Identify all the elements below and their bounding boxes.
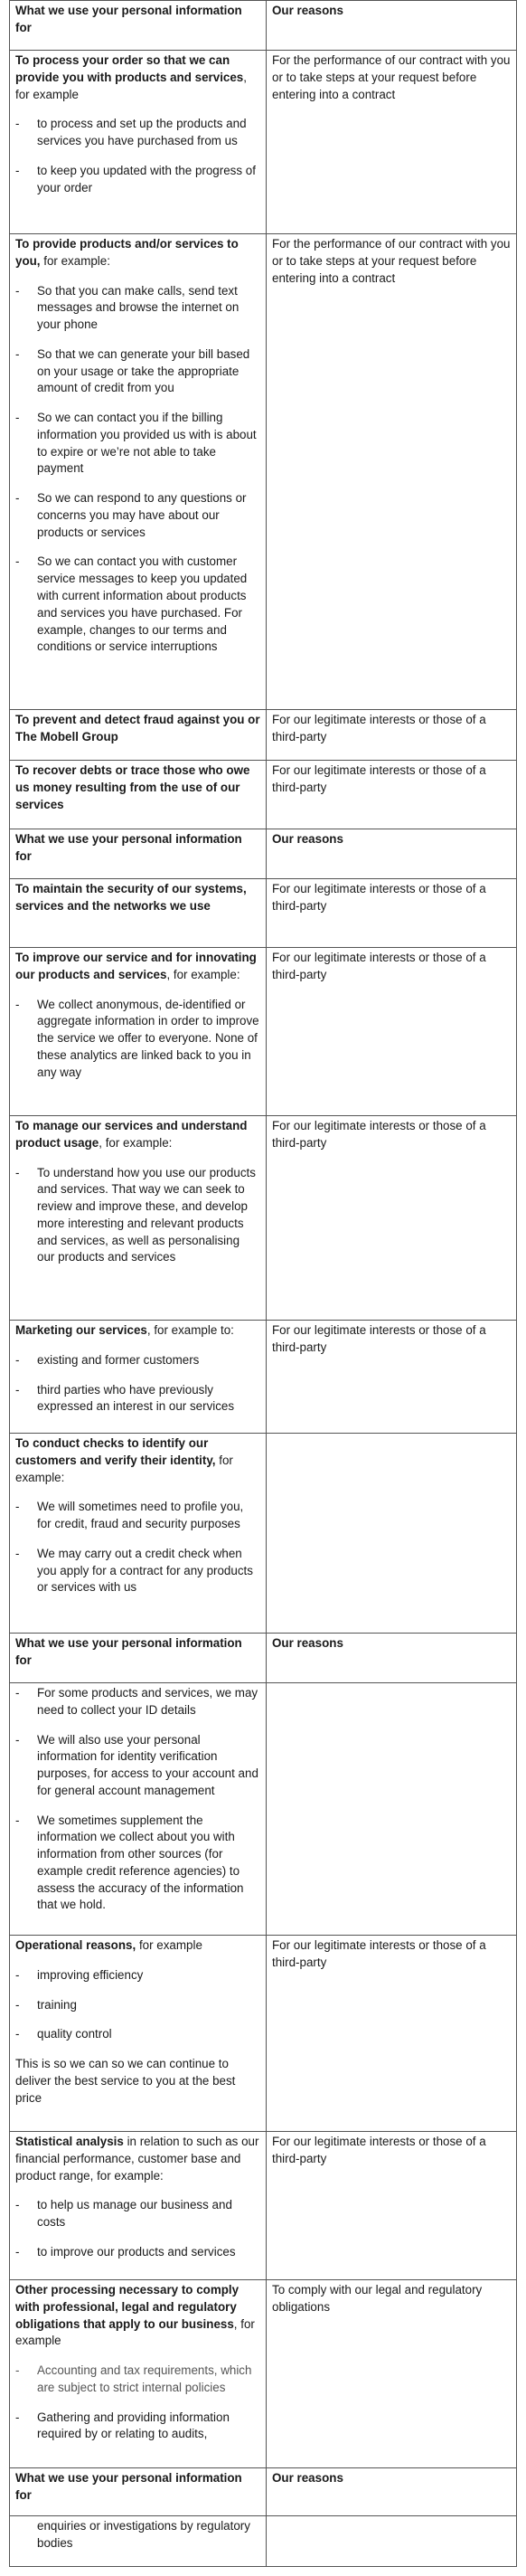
purpose-list <box>15 1352 260 1416</box>
list-item-text: We sometimes supplement the information we collect about you with information from other sources (for example credit reference agencies) to assess the accuracy of the information that we hold. <box>37 1813 244 1912</box>
list-item: - training <box>15 1997 77 2012</box>
reason-cell <box>267 948 516 1115</box>
header-label-purpose: What we use your personal information for <box>15 4 242 34</box>
table-row <box>9 1682 517 1936</box>
list-item-continuation: enquiries or investigations by regulatory bodies <box>37 2519 250 2550</box>
purpose-text <box>15 2134 260 2184</box>
reason-cell <box>267 2132 516 2279</box>
table-row <box>9 233 517 710</box>
purpose-suffix: in relation to such as our financial performance, customer base and product range, for example: <box>15 2135 259 2183</box>
purpose-cell <box>10 2516 267 2566</box>
list-item: - So that we can generate your bill based on your usage or take the appropriate amount of credit from you <box>15 346 250 395</box>
purpose-text <box>15 2282 260 2350</box>
list-item-text: quality control <box>37 2027 112 2041</box>
header-cell-purpose <box>10 1 267 50</box>
list-item: - We may carry out a credit check when you apply for a contract for any products or services with us <box>15 1546 253 1595</box>
purpose-text <box>15 881 260 915</box>
table-row <box>9 709 517 761</box>
purpose-cell <box>10 1116 267 1320</box>
reason-cell <box>267 51 516 233</box>
list-item: - third parties who have previously expressed an interest in our services <box>15 1382 235 1414</box>
table-row <box>9 1320 517 1434</box>
purpose-list <box>15 116 260 196</box>
table-header-row <box>9 829 517 879</box>
purpose-text <box>15 762 260 813</box>
table-row <box>9 1115 517 1321</box>
list-item-text: Gathering and providing information required by or relating to audits, <box>37 2410 230 2441</box>
list-item: - quality control <box>15 2027 112 2041</box>
purpose-list <box>15 283 260 657</box>
header-label-purpose: What we use your personal information for <box>15 832 242 863</box>
table-header-row <box>9 2467 517 2516</box>
purpose-text <box>15 1435 260 1486</box>
reason-cell <box>267 2280 516 2467</box>
purpose-cell <box>10 948 267 1115</box>
reason-text: For our legitimate interests or those of a third-party <box>272 882 486 913</box>
purpose-cell <box>10 1936 267 2131</box>
table-row <box>9 50 517 234</box>
purpose-heading: To provide products and/or services to you, <box>15 237 239 268</box>
purpose-text <box>15 1322 260 1340</box>
header-cell-reasons <box>267 1 516 50</box>
purpose-cell <box>10 1434 267 1633</box>
purpose-text <box>15 712 260 746</box>
list-item-text: To understand how you use our products and services. That way we can seek to review and improve these, and develop more interesting and relevant products and services, as well as personalising our products and services <box>37 1165 256 1264</box>
list-item: - existing and former customers <box>15 1352 200 1367</box>
purpose-text <box>15 1118 260 1152</box>
header-cell-reasons <box>267 829 516 878</box>
purpose-list <box>15 2363 260 2443</box>
list-item-text: So that we can generate your bill based on your usage or take the appropriate amount of credit from you <box>37 346 250 395</box>
list-item: - So we can contact you with customer service messages to keep you updated with current information about products and services you have purchased. For example, changes to our terms and conditions or service interruptions <box>15 554 248 654</box>
reason-text: To comply with our legal and regulatory obligations <box>272 2283 483 2314</box>
list-item-text: existing and former customers <box>37 1352 200 1367</box>
purpose-list <box>15 1499 260 1596</box>
purpose-cell <box>10 710 267 760</box>
table-header-row <box>9 1633 517 1683</box>
reason-cell <box>267 1321 516 1433</box>
reason-cell <box>267 2516 516 2566</box>
reason-cell <box>267 1683 516 1935</box>
reason-cell <box>267 1936 516 2131</box>
list-item-text: We will sometimes need to profile you, for credit, fraud and security purposes <box>37 1500 244 1531</box>
header-cell-purpose <box>10 2468 267 2515</box>
table-header-row <box>9 0 517 51</box>
purpose-text <box>15 52 260 103</box>
purpose-list <box>15 2197 260 2260</box>
list-item: - We collect anonymous, de-identified or aggregate information in order to improve the service we offer to everyone. None of these analytics are linked back to you in any way <box>15 997 259 1079</box>
purpose-cell <box>10 1321 267 1433</box>
reason-text: For our legitimate interests or those of a third-party <box>272 951 486 981</box>
list-item: - to help us manage our business and costs <box>15 2198 232 2230</box>
purpose-text <box>15 950 260 984</box>
purpose-heading: To conduct checks to identify our customers and verify their identity, <box>15 1436 216 1467</box>
list-item: - So we can respond to any questions or concerns you may have about our products or services <box>15 491 247 539</box>
header-label-purpose: What we use your personal information for <box>15 1636 242 1667</box>
purpose-heading: Statistical analysis <box>15 2135 124 2148</box>
purpose-list <box>15 1685 260 1914</box>
purpose-suffix: for example <box>136 1938 202 1952</box>
reason-cell <box>267 879 516 947</box>
header-cell-purpose <box>10 829 267 878</box>
list-item-text: to improve our products and services <box>37 2244 236 2259</box>
purpose-heading: Other processing necessary to comply with professional, legal and regulatory obligations that apply to our business <box>15 2283 240 2331</box>
list-item: - We sometimes supplement the information we collect about you with information from other sources (for example credit reference agencies) to assess the accuracy of the information that we hold. <box>15 1813 244 1912</box>
purpose-cell <box>10 2132 267 2279</box>
reason-text: For our legitimate interests or those of a third-party <box>272 763 486 794</box>
list-item: - To understand how you use our products and services. That way we can seek to review and improve these, and develop more interesting and relevant products and services, as well as personalising our products and services <box>15 1165 256 1264</box>
purpose-heading: To process your order so that we can provide you with products and services <box>15 53 244 84</box>
reason-cell <box>267 1116 516 1320</box>
list-item-text: improving efficiency <box>37 1967 144 1982</box>
reason-text: For our legitimate interests or those of a third-party <box>272 713 486 743</box>
list-item: - We will also use your personal information for identity verification purposes, for access to your account and for general account management <box>15 1732 258 1797</box>
header-label-reasons: Our reasons <box>272 832 343 846</box>
header-cell-reasons <box>267 1634 516 1682</box>
list-item: - So we can contact you if the billing information you provided us with is about to expire or we’re not able to take payment <box>15 411 257 476</box>
purpose-suffix: , for example <box>15 2316 255 2348</box>
list-item-text: to keep you updated with the progress of your order <box>37 163 256 194</box>
list-item-text: We collect anonymous, de-identified or aggregate information in order to improve the service we offer to everyone. None of these analytics are linked back to you in any way <box>37 997 259 1079</box>
list-item-text: to process and set up the products and services you have purchased from us <box>37 117 247 148</box>
list-item-text: For some products and services, we may need to collect your ID details <box>37 1686 258 1717</box>
reason-cell <box>267 761 516 829</box>
purpose-cell <box>10 761 267 829</box>
purpose-suffix: for example: <box>15 1453 233 1484</box>
list-item-text: So that you can make calls, send text messages and browse the internet on your phone <box>37 283 240 332</box>
purpose-heading: To improve our service and for innovating our products and services <box>15 951 257 981</box>
purpose-list <box>15 1165 260 1267</box>
table-row <box>9 2279 517 2468</box>
list-item-text: We may carry out a credit check when you apply for a contract for any products or services with us <box>37 1546 253 1595</box>
purpose-text <box>15 236 260 270</box>
reason-text: For our legitimate interests or those of a third-party <box>272 2135 486 2165</box>
list-item: - Accounting and tax requirements, which are subject to strict internal policies <box>15 2363 252 2394</box>
purpose-suffix: for example: <box>40 253 110 268</box>
list-item: - to process and set up the products and services you have purchased from us <box>15 117 247 148</box>
list-item-text: We will also use your personal information for identity verification purposes, for access to your account and for general account management <box>37 1732 258 1797</box>
purpose-heading: To recover debts or trace those who owe us money resulting from the use of our services <box>15 763 250 811</box>
purpose-suffix: , for example: <box>166 967 240 981</box>
table-row <box>9 878 517 948</box>
list-item: - to keep you updated with the progress of your order <box>15 163 256 194</box>
header-cell-reasons <box>267 2468 516 2515</box>
purpose-suffix: , for example <box>15 70 247 101</box>
purpose-cell <box>10 879 267 947</box>
table-row <box>9 2515 517 2567</box>
purpose-heading: To manage our services and understand product usage <box>15 1119 248 1150</box>
purpose-suffix: , for example to: <box>146 1323 234 1337</box>
table-row <box>9 760 517 829</box>
header-label-reasons: Our reasons <box>272 4 343 17</box>
table-row <box>9 1433 517 1634</box>
header-label-reasons: Our reasons <box>272 2471 343 2485</box>
purpose-text <box>15 1937 260 1955</box>
list-item-text: So we can respond to any questions or concerns you may have about our products or services <box>37 491 247 539</box>
header-label-purpose: What we use your personal information for <box>15 2471 242 2502</box>
reason-text: For our legitimate interests or those of a third-party <box>272 1938 486 1969</box>
list-item: - We will sometimes need to profile you, for credit, fraud and security purposes <box>15 1500 244 1531</box>
purpose-list <box>15 1967 260 2043</box>
table-row <box>9 2131 517 2280</box>
list-item: - So that you can make calls, send text messages and browse the internet on your phone <box>15 283 240 332</box>
header-cell-purpose <box>10 1634 267 1682</box>
list-item-text: So we can contact you with customer service messages to keep you updated with current information about products and services you have purchased. For example, changes to our terms and conditions or service interruptions <box>37 554 248 654</box>
reason-text: For our legitimate interests or those of a third-party <box>272 1323 486 1354</box>
purpose-suffix: , for example: <box>99 1135 173 1150</box>
reason-cell <box>267 234 516 709</box>
list-item-text: third parties who have previously expressed an interest in our services <box>37 1382 235 1414</box>
purpose-note: This is so we can so we can continue to deliver the best service to you at the best price <box>15 2057 236 2105</box>
purpose-cell <box>10 234 267 709</box>
reason-text: For the performance of our contract with you or to take steps at your request before entering into a contract <box>272 53 511 101</box>
reason-text: For our legitimate interests or those of a third-party <box>272 1119 486 1150</box>
purpose-cell <box>10 1683 267 1935</box>
list-item-text: to help us manage our business and costs <box>37 2198 232 2230</box>
table-row <box>9 1935 517 2132</box>
purpose-heading: To maintain the security of our systems, services and the networks we use <box>15 882 247 913</box>
reason-cell <box>267 710 516 760</box>
header-label-reasons: Our reasons <box>272 1636 343 1650</box>
purpose-list <box>15 997 260 1082</box>
list-item-text: training <box>37 1997 77 2012</box>
reason-text: For the performance of our contract with you or to take steps at your request before entering into a contract <box>272 237 511 285</box>
list-item: - Gathering and providing information required by or relating to audits, <box>15 2410 230 2441</box>
purpose-cell <box>10 2280 267 2467</box>
purpose-heading: Operational reasons, <box>15 1938 136 1952</box>
table-row <box>9 947 517 1116</box>
list-item: - For some products and services, we may need to collect your ID details <box>15 1686 258 1717</box>
list-item: - to improve our products and services <box>15 2244 236 2259</box>
purpose-heading: To prevent and detect fraud against you or The Mobell Group <box>15 713 260 743</box>
purpose-heading: Marketing our services <box>15 1323 147 1337</box>
purpose-cell <box>10 51 267 233</box>
list-item: - improving efficiency <box>15 1967 144 1982</box>
reason-cell <box>267 1434 516 1633</box>
list-item-text: So we can contact you if the billing information you provided us with is about to expire or we’re not able to take payment <box>37 411 257 476</box>
list-item-text: Accounting and tax requirements, which are subject to strict internal policies <box>37 2363 252 2394</box>
